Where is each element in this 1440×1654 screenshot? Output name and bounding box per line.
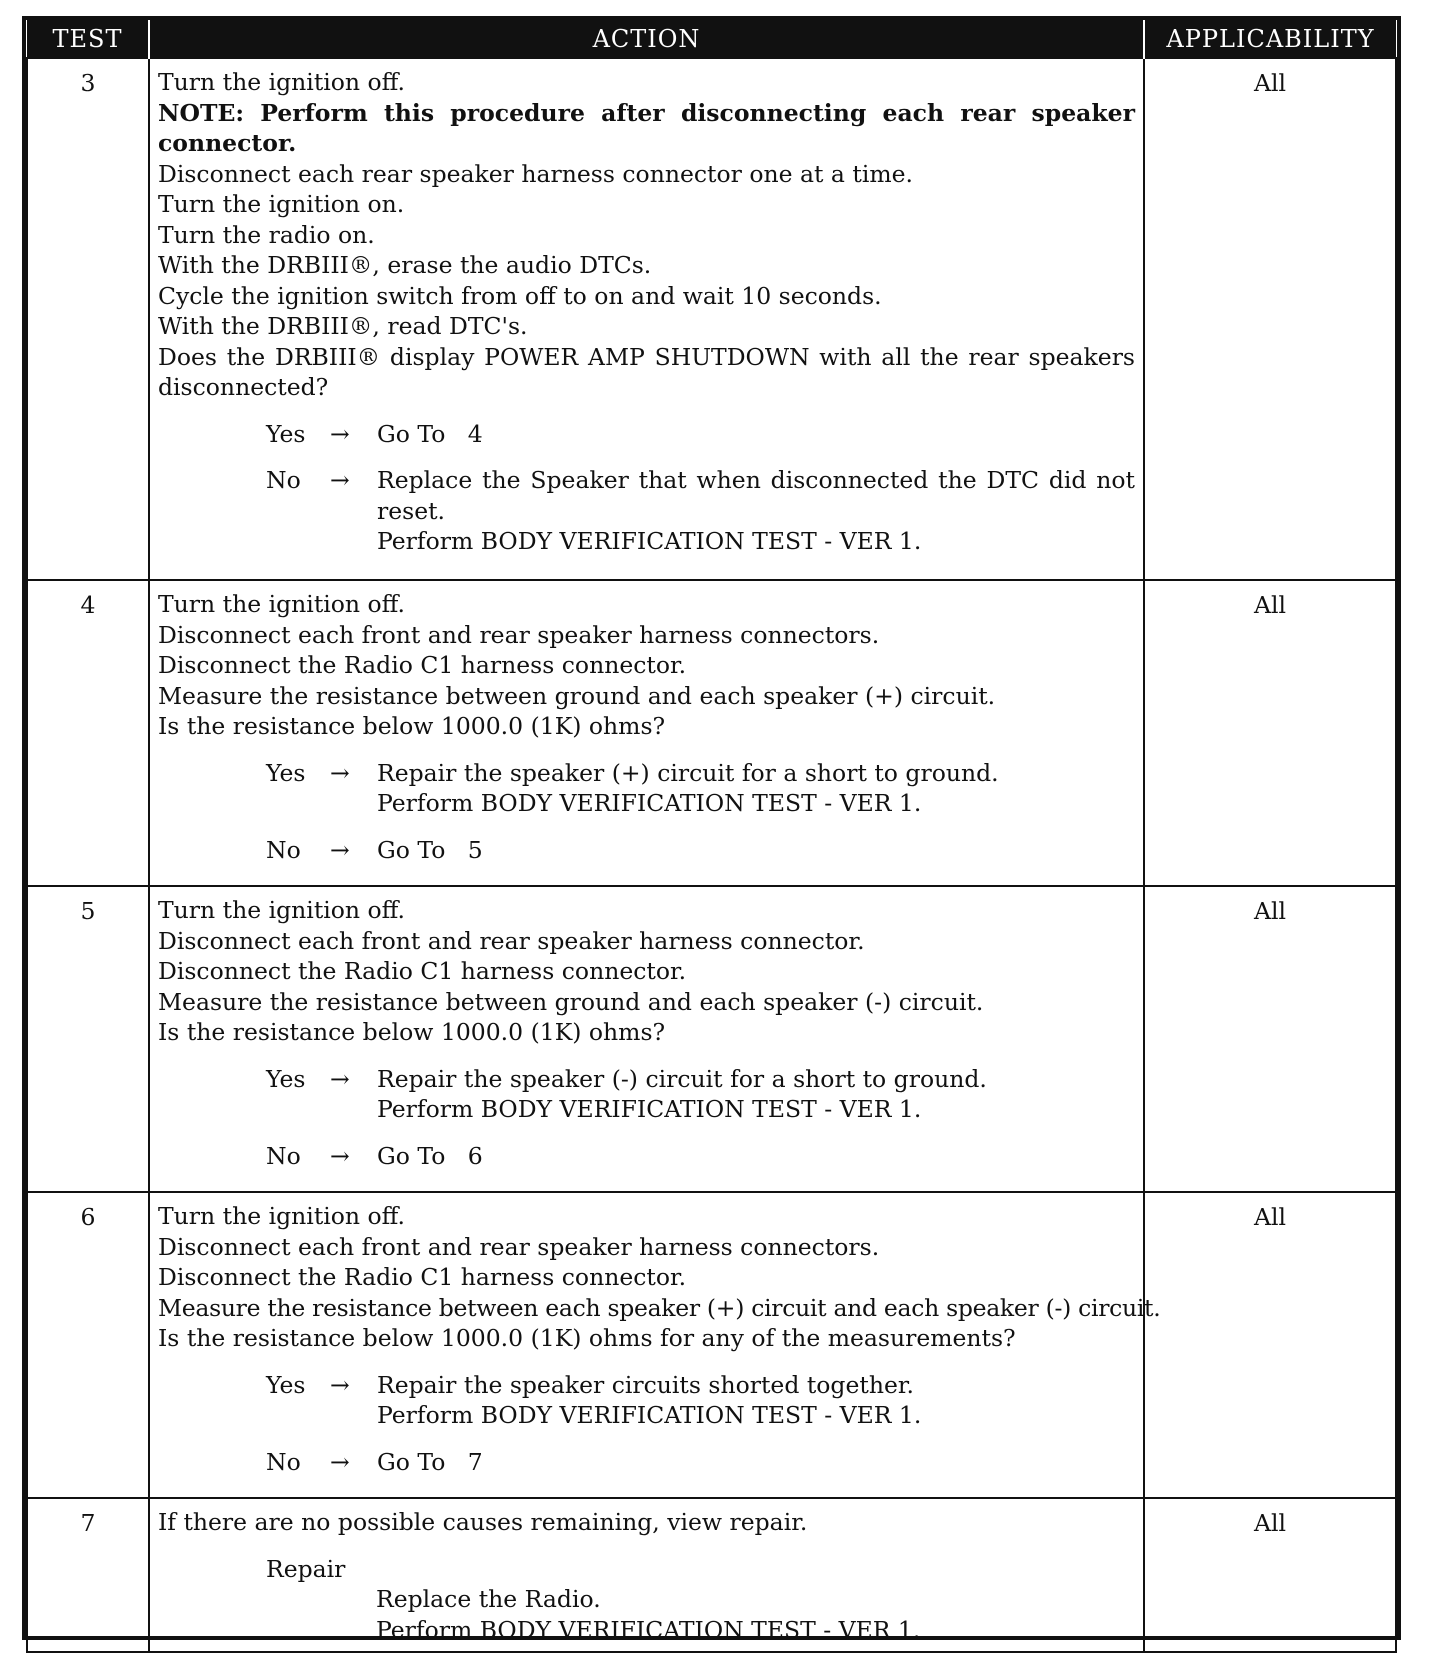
table-row (27, 1498, 1396, 1652)
table-row (27, 580, 1396, 886)
no-result-line: Replace the Speaker that when disconnected the DTC did not reset. (377, 466, 1135, 525)
no-result (377, 835, 1135, 866)
test-number: 4 (27, 580, 149, 886)
yes-result-line: Perform BODY VERIFICATION TEST - VER 1. (377, 1401, 922, 1429)
yes-label: Yes (266, 758, 306, 787)
action-step: Disconnect each front and rear speaker harness connector. (158, 926, 865, 955)
answer-branches (158, 419, 1135, 557)
no-branch (158, 1141, 1135, 1172)
action-cell (149, 580, 1144, 886)
no-result-line: Perform BODY VERIFICATION TEST - VER 1. (377, 527, 922, 555)
right-arrow-icon: → (330, 419, 350, 448)
action-step: Measure the resistance between ground and each speaker (+) circuit. (158, 681, 996, 710)
action-question: Is the resistance below 1000.0 (1K) ohms? (158, 1018, 666, 1046)
repair-instructions (376, 1584, 1135, 1645)
no-result (377, 1141, 1135, 1172)
action-step: Turn the radio on. (158, 220, 375, 249)
right-arrow-icon: → (330, 835, 350, 864)
yes-result (377, 419, 1135, 450)
yes-result-line: Perform BODY VERIFICATION TEST - VER 1. (377, 789, 922, 817)
header-applicability: APPLICABILITY (1144, 20, 1396, 58)
action-step: Measure the resistance between each speaker (+) circuit and each speaker (-) circuit. (158, 1293, 1161, 1322)
header-test: TEST (27, 20, 149, 58)
right-arrow-icon: → (330, 1141, 350, 1170)
action-step: Disconnect the Radio C1 harness connector. (158, 1263, 687, 1291)
action-step: Disconnect the Radio C1 harness connector. (158, 957, 687, 985)
yes-branch (158, 419, 1135, 450)
action-step: Disconnect the Radio C1 harness connector. (158, 651, 687, 679)
diagnostic-test-table (26, 20, 1397, 1653)
yes-branch (158, 758, 1135, 819)
right-arrow-icon: → (330, 1447, 350, 1476)
action-step: Disconnect each rear speaker harness connector one at a time. (158, 159, 914, 188)
test-number: 3 (27, 58, 149, 580)
no-result (377, 465, 1135, 557)
table-row (27, 886, 1396, 1192)
action-step: Disconnect each front and rear speaker harness connectors. (158, 620, 880, 649)
no-label: No (266, 466, 301, 494)
answer-branches (158, 758, 1135, 866)
yes-label: Yes (266, 1370, 306, 1399)
applicability: All (1144, 580, 1396, 886)
no-result-line: Go To 7 (377, 1447, 483, 1476)
yes-label: Yes (266, 419, 306, 448)
test-number: 6 (27, 1192, 149, 1498)
yes-result-line: Go To 4 (377, 419, 483, 448)
no-result (377, 1447, 1135, 1478)
action-step: Turn the ignition off. (158, 68, 406, 96)
action-step: Disconnect each front and rear speaker harness connectors. (158, 1232, 880, 1261)
repair-label: Repair (266, 1554, 346, 1583)
action-note: NOTE: Perform this procedure after disconnecting each rear speaker connector. (158, 98, 1135, 157)
yes-result (377, 758, 1135, 819)
right-arrow-icon: → (330, 758, 350, 787)
right-arrow-icon: → (330, 466, 350, 494)
no-branch (158, 465, 1135, 557)
no-result-line: Go To 5 (377, 835, 483, 864)
table-row (27, 1192, 1396, 1498)
applicability: All (1144, 886, 1396, 1192)
action-question: Does the DRBIII® display POWER AMP SHUTDOWN with all the rear speakers disconnected? (158, 342, 1135, 401)
header-action: ACTION (149, 20, 1144, 58)
action-step: With the DRBIII®, read DTC's. (158, 312, 528, 340)
repair-line: Replace the Radio. (376, 1585, 601, 1613)
action-step: Turn the ignition off. (158, 896, 406, 924)
yes-branch (158, 1064, 1135, 1125)
no-branch (158, 1447, 1135, 1478)
yes-result (377, 1064, 1135, 1125)
yes-result-line: Perform BODY VERIFICATION TEST - VER 1. (377, 1095, 922, 1123)
answer-branches (158, 1370, 1135, 1478)
yes-result-line: Repair the speaker circuits shorted together. (377, 1370, 914, 1399)
test-number: 7 (27, 1498, 149, 1652)
applicability: All (1144, 1498, 1396, 1652)
repair-line: Perform BODY VERIFICATION TEST - VER 1. (376, 1615, 921, 1644)
action-step: Turn the ignition off. (158, 1202, 406, 1230)
yes-result (377, 1370, 1135, 1431)
applicability: All (1144, 1192, 1396, 1498)
action-cell (149, 1192, 1161, 1498)
action-cell (149, 58, 1144, 580)
yes-branch (158, 1370, 1135, 1431)
action-question: Is the resistance below 1000.0 (1K) ohms? (158, 712, 666, 740)
action-step: Measure the resistance between ground and each speaker (-) circuit. (158, 987, 984, 1016)
action-cell (149, 886, 1144, 1192)
action-step: Cycle the ignition switch from off to on and wait 10 seconds. (158, 281, 882, 310)
answer-branches (158, 1064, 1135, 1172)
action-cell (149, 1498, 1144, 1652)
right-arrow-icon: → (330, 1370, 350, 1399)
table-header-row (27, 20, 1396, 58)
no-result-line: Go To 6 (377, 1141, 483, 1170)
no-label: No (266, 1141, 301, 1170)
action-step: With the DRBIII®, erase the audio DTCs. (158, 251, 652, 279)
diagnostic-table-sheet (22, 16, 1401, 1644)
test-number: 5 (27, 886, 149, 1192)
yes-label: Yes (266, 1064, 306, 1093)
action-step: If there are no possible causes remaining, view repair. (158, 1508, 808, 1536)
action-step: Turn the ignition on. (158, 190, 405, 218)
action-step: Turn the ignition off. (158, 590, 406, 618)
right-arrow-icon: → (330, 1064, 350, 1093)
table-row (27, 58, 1396, 580)
applicability: All (1144, 58, 1396, 580)
action-question: Is the resistance below 1000.0 (1K) ohms for any of the measurements? (158, 1324, 1016, 1352)
yes-result-line: Repair the speaker (-) circuit for a short to ground. (377, 1064, 987, 1093)
no-branch (158, 835, 1135, 866)
yes-result-line: Repair the speaker (+) circuit for a short to ground. (377, 758, 999, 787)
no-label: No (266, 1447, 301, 1476)
no-label: No (266, 835, 301, 864)
repair-block (158, 1554, 1135, 1646)
